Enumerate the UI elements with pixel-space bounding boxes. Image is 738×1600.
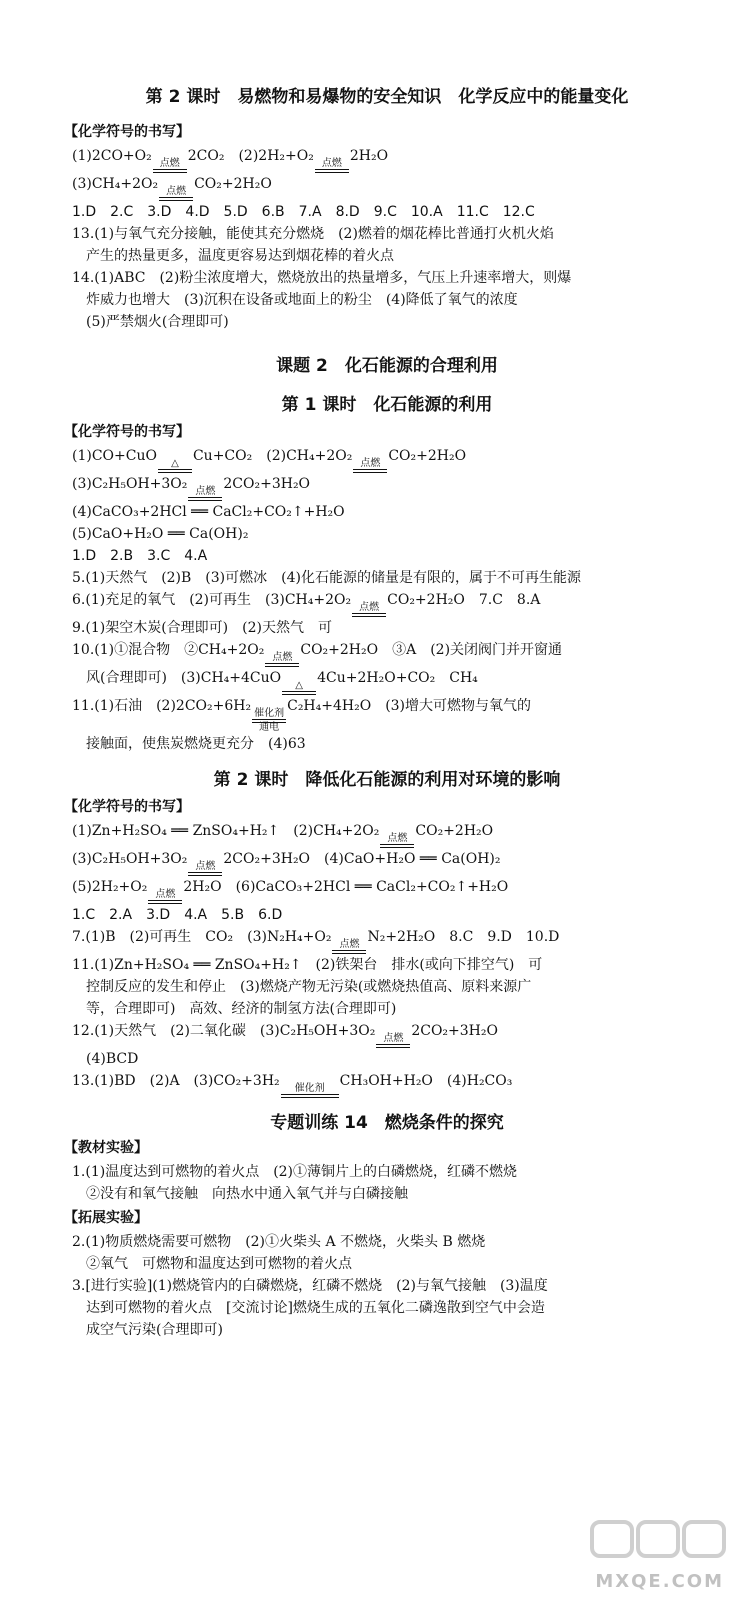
answer-line: 产生的热量更多，温度更容易达到烟花棒的着火点 <box>86 248 394 264</box>
answer-line: 7.(1)B (2)可再生 CO₂ (3)N₂H₄+O₂ 点燃 N₂+2H₂O 8.C 9.D 10.D <box>72 926 702 954</box>
reaction-condition: 点燃 <box>353 459 387 473</box>
reaction-condition: 催化剂 <box>281 1084 339 1098</box>
watermark-text: MXQE.COM <box>595 1571 724 1592</box>
answer-line: 13.(1)BD (2)A (3)CO₂+3H₂ 催化剂 CH₃OH+H₂O (4)H₂CO₃ <box>72 1070 702 1098</box>
answer-line: 9.(1)架空木炭(合理即可) (2)天然气 可 <box>72 620 332 636</box>
answer-line: (5)严禁烟火(合理即可) <box>86 314 229 330</box>
reaction-condition: 点燃 <box>148 890 182 904</box>
reaction-condition: 点燃 <box>153 159 187 173</box>
answer-line: 接触面，使焦炭燃烧更充分 (4)63 <box>86 736 306 752</box>
section-label: 【化学符号的书写】 <box>64 799 190 815</box>
formula-line: (1)2CO+O₂ 点燃 2CO₂ (2)2H₂+O₂ 点燃 2H₂O <box>72 145 702 173</box>
formula-line: (3)C₂H₅OH+3O₂ 点燃 2CO₂+3H₂O <box>72 473 702 501</box>
section-title: 第 1 课时 化石能源的利用 <box>281 395 493 415</box>
reaction-condition: 点燃 <box>376 1034 410 1048</box>
answer-line: 控制反应的发生和停止 (3)燃烧产物无污染(或燃烧热值高、原料来源广 <box>86 979 532 995</box>
formula-line: (3)CH₄+2O₂ 点燃 CO₂+2H₂O <box>72 173 702 201</box>
answer-line: ②没有和氧气接触 向热水中通入氧气并与白磷接触 <box>86 1186 408 1202</box>
answer-line: 2.(1)物质燃烧需要可燃物 (2)①火柴头 A 不燃烧，火柴头 B 燃烧 <box>72 1234 486 1250</box>
formula-line: (3)C₂H₅OH+3O₂ 点燃 2CO₂+3H₂O (4)CaO+H₂O ══ Ca(OH)₂ <box>72 848 702 876</box>
section-label: 【拓展实验】 <box>64 1210 148 1226</box>
answer-page <box>64 74 702 1341</box>
answer-line: 5.(1)天然气 (2)B (3)可燃冰 (4)化石能源的储量是有限的，属于不可再生能源 <box>72 570 581 586</box>
formula-line: (1)Zn+H₂SO₄ ══ ZnSO₄+H₂↑ (2)CH₄+2O₂ 点燃 CO₂+2H₂O <box>72 820 702 848</box>
formula-line: (1)CO+CuO △ Cu+CO₂ (2)CH₄+2O₂ 点燃 CO₂+2H₂O <box>72 445 702 473</box>
section-title: 专题训练 14 燃烧条件的探究 <box>270 1113 504 1133</box>
answer-line: 11.(1)石油 (2)2CO₂+6H₂ 催化剂 通电 C₂H₄+4H₂O (3)增大可燃物与氧气的 <box>72 698 532 733</box>
answer-line: 炸威力也增大 (3)沉积在设备或地面上的粉尘 (4)降低了氧气的浓度 <box>86 292 518 308</box>
answer-line: 1.D 2.B 3.C 4.A <box>72 548 208 564</box>
section-label: 【化学符号的书写】 <box>64 124 190 140</box>
formula-line: (4)CaCO₃+2HCl ══ CaCl₂+CO₂↑+H₂O <box>72 504 345 520</box>
answer-line: 成空气污染(合理即可) <box>86 1322 223 1338</box>
formula-line: (5)2H₂+O₂ 点燃 2H₂O (6)CaCO₃+2HCl ══ CaCl₂+CO₂↑+H₂O <box>72 876 702 904</box>
answer-line: 10.(1)①混合物 ②CH₄+2O₂ 点燃 CO₂+2H₂O ③A (2)关闭阀门并开窗通 <box>72 639 702 667</box>
reaction-condition: 催化剂 通电 <box>254 708 285 733</box>
reaction-condition: 点燃 <box>332 940 366 954</box>
topic-title: 课题 2 化石能源的合理利用 <box>276 356 498 376</box>
reaction-condition: 点燃 <box>380 834 414 848</box>
reaction-condition: 点燃 <box>315 159 349 173</box>
answer-line: 风(合理即可) (3)CH₄+4CuO △ 4Cu+2H₂O+CO₂ CH₄ <box>72 667 702 695</box>
section-title: 第 2 课时 降低化石能源的利用对环境的影响 <box>213 770 561 790</box>
reaction-condition: 点燃 <box>352 603 386 617</box>
section-label: 【教材实验】 <box>64 1140 148 1156</box>
reaction-condition: 点燃 <box>159 187 193 201</box>
answer-line: 1.(1)温度达到可燃物的着火点 (2)①薄铜片上的白磷燃烧，红磷不燃烧 <box>72 1164 518 1180</box>
answer-line: 6.(1)充足的氧气 (2)可再生 (3)CH₄+2O₂ 点燃 CO₂+2H₂O 7.C 8.A <box>72 589 702 617</box>
reaction-condition: 点燃 <box>188 862 222 876</box>
answer-line: (4)BCD <box>86 1051 139 1067</box>
answer-line: 达到可燃物的着火点 [交流讨论]燃烧生成的五氧化二磷逸散到空气中会造 <box>86 1300 545 1316</box>
answer-line: 1.C 2.A 3.D 4.A 5.B 6.D <box>72 907 283 923</box>
reaction-condition: 点燃 <box>265 653 299 667</box>
answer-line: 3.[进行实验](1)燃烧管内的白磷燃烧，红磷不燃烧 (2)与氧气接触 (3)温度 <box>72 1278 548 1294</box>
reaction-condition: 点燃 <box>188 487 222 501</box>
reaction-condition: △ <box>282 681 316 695</box>
formula-line: (5)CaO+H₂O ══ Ca(OH)₂ <box>72 526 249 542</box>
answer-line: 14.(1)ABC (2)粉尘浓度增大，燃烧放出的热量增多，气压上升速率增大，则爆 <box>72 270 572 286</box>
answer-line: 1.D 2.C 3.D 4.D 5.D 6.B 7.A 8.D 9.C 10.A 11.C 12.C <box>72 204 535 220</box>
answer-line: 12.(1)天然气 (2)二氧化碳 (3)C₂H₅OH+3O₂ 点燃 2CO₂+3H₂O <box>72 1020 702 1048</box>
section-title: 第 2 课时 易燃物和易爆物的安全知识 化学反应中的能量变化 <box>145 87 629 107</box>
answer-line: 等，合理即可) 高效、经济的制氢方法(合理即可) <box>86 1001 397 1017</box>
answer-line: ②氧气 可燃物和温度达到可燃物的着火点 <box>86 1256 352 1272</box>
reaction-condition: △ <box>158 459 192 473</box>
section-label: 【化学符号的书写】 <box>64 424 190 440</box>
answer-line: 13.(1)与氧气充分接触，能使其充分燃烧 (2)燃着的烟花棒比普通打火机火焰 <box>72 226 554 242</box>
answer-line: 11.(1)Zn+H₂SO₄ ══ ZnSO₄+H₂↑ (2)铁架台 排水(或向下排空气) 可 <box>72 957 543 973</box>
